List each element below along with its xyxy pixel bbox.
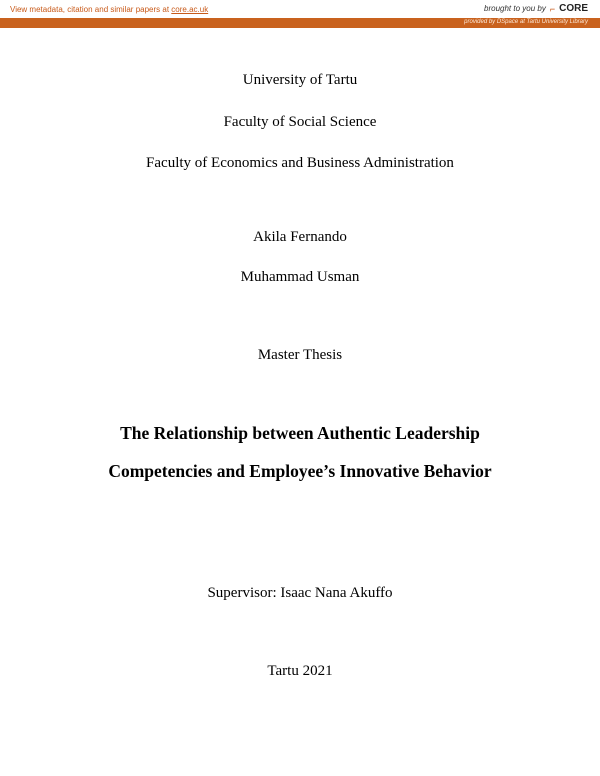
thesis-type: Master Thesis <box>257 347 343 363</box>
provided-by-text[interactable]: provided by DSpace at Tartu University Library <box>464 19 588 25</box>
metadata-text: View metadata, citation and similar papers at <box>10 5 172 14</box>
brought-by <box>484 3 588 14</box>
core-link[interactable]: core.ac.uk <box>171 5 209 14</box>
supervisor: Supervisor: Isaac Nana Akuffo <box>207 585 393 601</box>
thesis-title-line-1: The Relationship between Authentic Leadership <box>120 423 480 443</box>
core-brand[interactable]: CORE <box>559 3 588 14</box>
core-logo-icon: ⌐ <box>549 3 556 14</box>
thesis-title-line-2: Competencies and Employee’s Innovative Behavior <box>108 461 492 481</box>
core-provided-bar <box>0 18 600 28</box>
author-1: Akila Fernando <box>253 229 347 245</box>
core-banner <box>0 0 600 18</box>
author-2: Muhammad Usman <box>240 269 360 285</box>
place-year: Tartu 2021 <box>267 663 333 679</box>
faculty-name: Faculty of Social Science <box>223 114 377 130</box>
metadata-notice <box>10 5 208 14</box>
school-name: Faculty of Economics and Business Administration <box>146 155 454 171</box>
university-name: University of Tartu <box>242 72 358 88</box>
brought-by-text: brought to you by <box>484 4 546 13</box>
